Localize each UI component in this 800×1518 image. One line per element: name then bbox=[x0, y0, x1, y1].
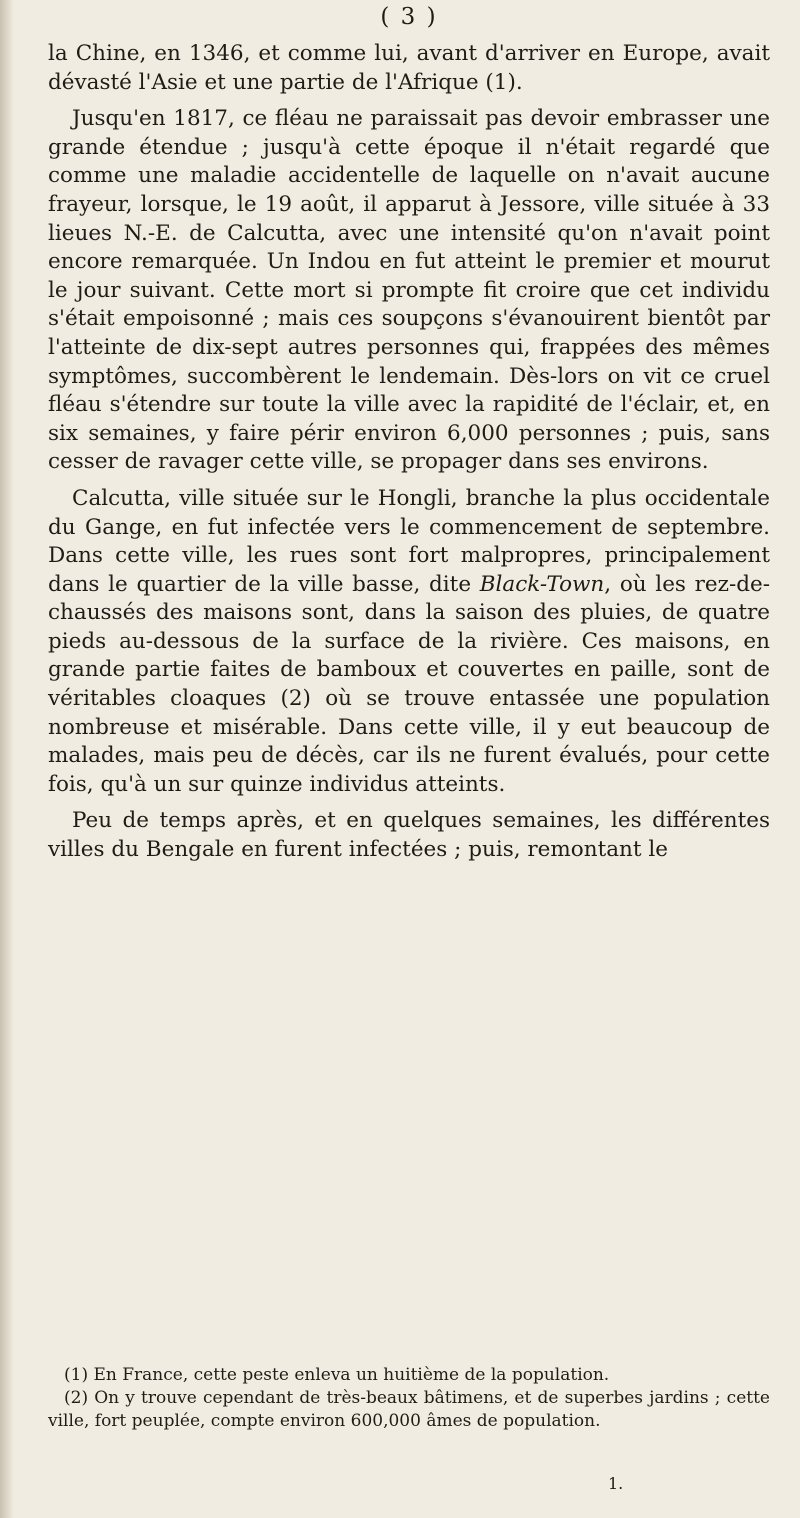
footnote-1: (1) En France, cette peste enleva un huitième de la population. bbox=[64, 1365, 610, 1385]
black-town-term: Black-Town bbox=[479, 571, 605, 597]
paragraph-1: la Chine, en 1346, et comme lui, avant d'arriver en Europe, avait dévasté l'Asie et une partie de l'Afrique (1). bbox=[48, 41, 770, 95]
page-number: ( 3 ) bbox=[380, 4, 438, 30]
book-page bbox=[48, 0, 770, 1518]
footnote-2: (2) On y trouve cependant de très-beaux bâtimens, et de superbes jardins ; cette ville, fort peuplée, compte environ 600,000 âmes de population. bbox=[48, 1388, 770, 1431]
paragraph-3-part-1: Calcutta, ville située sur le Hongli, branche la plus occidentale du Gange, en fut infectée vers le commencement de septembre. Dans cette ville, les rues sont fort malpropres, principalement dans le quartier de la ville basse, dite bbox=[48, 485, 770, 597]
footnotes bbox=[48, 1364, 770, 1433]
page-edge-shadow bbox=[0, 0, 14, 1518]
paragraph-3-part-2: , où les rez-de-chaussés des maisons sont, dans la saison des pluies, de quatre pieds au-dessous de la surface de la rivière. Ces maisons, en grande partie faites de bamboux et couvertes en paille, sont de véritables cloaques (2) où se trouve entassée une population nombreuse et misérable. Dans cette ville, il y eut beaucoup de malades, mais peu de décès, car ils ne furent évalués, pour cette fois, qu'à un sur quinze individus atteints. bbox=[48, 571, 770, 797]
paragraph-2: Jusqu'en 1817, ce fléau ne paraissait pas devoir embrasser une grande étendue ; jusqu'à cette époque il n'était regardé que comme une maladie accidentelle de laquelle on n'avait aucune frayeur, lorsque, le 19 août, il apparut à Jessore, ville située à 33 lieues N.-E. de Calcutta, avec une intensité qu'on n'avait point encore remarquée. Un Indou en fut atteint le premier et mourut le jour suivant. Cette mort si prompte fit croire que cet individu s'était empoisonné ; mais ces soupçons s'évanouirent bientôt par l'atteinte de dix-sept autres personnes qui, frappées des mêmes symptômes, succombèrent le lendemain. Dès-lors on vit ce cruel fléau s'étendre sur toute la ville avec la rapidité de l'éclair, et, en six semaines, y faire périr environ 6,000 personnes ; puis, sans cesser de ravager cette ville, se propager dans ses environs. bbox=[48, 106, 770, 475]
paragraph-3 bbox=[48, 485, 770, 800]
signature-mark: 1. bbox=[608, 1474, 624, 1493]
main-text bbox=[48, 40, 770, 873]
paragraph-4: Peu de temps après, et en quelques semaines, les différentes villes du Bengale en furent infectées ; puis, remontant le bbox=[48, 808, 770, 863]
